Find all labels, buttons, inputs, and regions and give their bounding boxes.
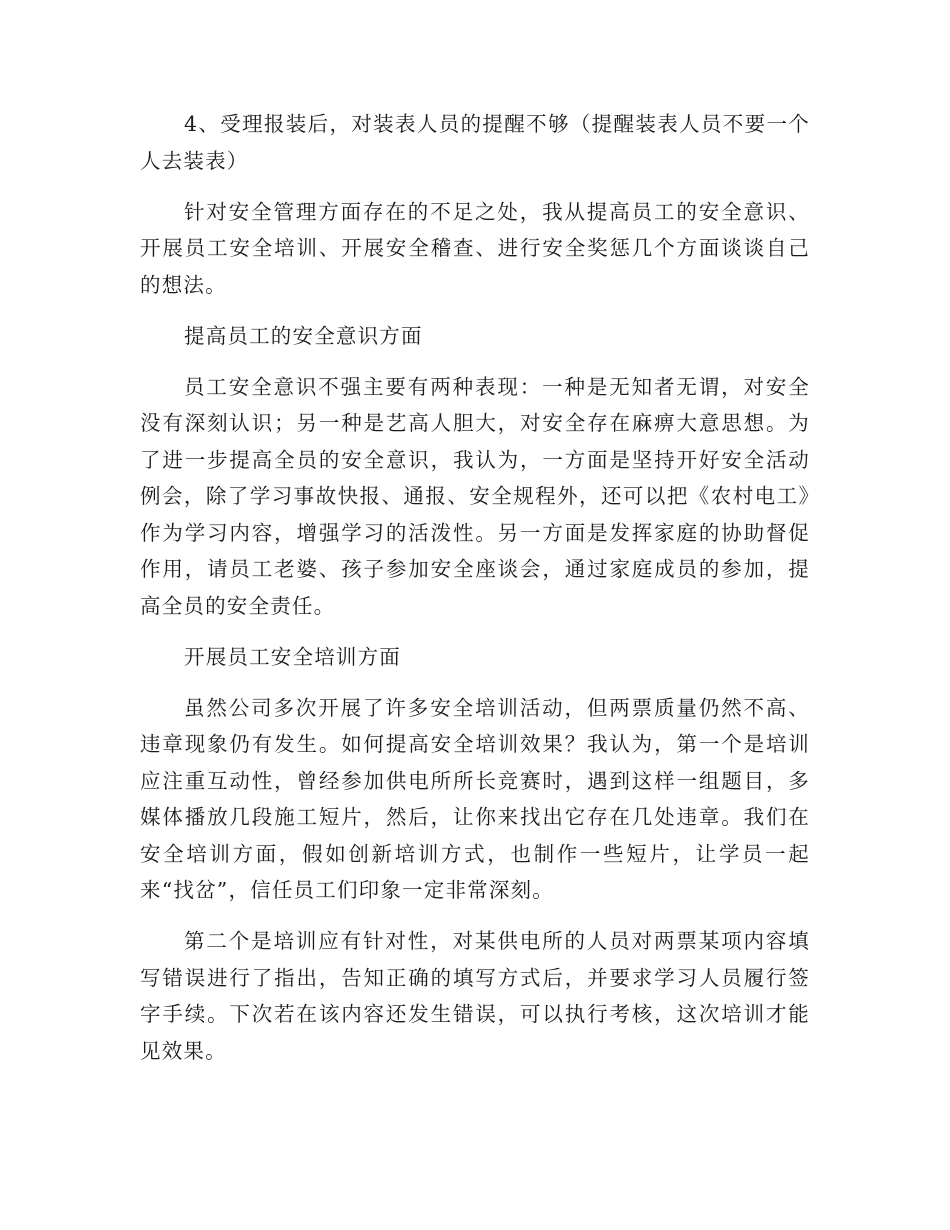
paragraph-training-targeted: 第二个是培训应有针对性，对某供电所的人员对两票某项内容填写错误进行了指出，告知正确的填写方式后，并要求学习人员履行签字手续。下次若在该内容还发生错误，可以执行考核，这次培训才能见效果。 [140,929,810,1063]
paragraph-training-interactive: 虽然公司多次开展了许多安全培训活动，但两票质量仍然不高、违章现象仍有发生。如何提高安全培训效果？我认为，第一个是培训应注重互动性，曾经参加供电所所长竞赛时，遇到这样一组题目，多媒体播放几段施工短片，然后，让你来找出它存在几处违章。我们在安全培训方面，假如创新培训方式，也制作一些短片，让学员一起来“找岔”，信任员工们印象一定非常深刻。 [140,695,810,902]
paragraph-safety-awareness: 员工安全意识不强主要有两种表现：一种是无知者无谓，对安全没有深刻认识；另一种是艺高人胆大，对安全存在麻痹大意思想。为了进一步提高全员的安全意识，我认为，一方面是坚持开好安全活动例会，除了学习事故快报、通报、安全规程外，还可以把《农村电工》作为学习内容，增强学习的活泼性。另一方面是发挥家庭的协助督促作用，请员工老婆、孩子参加安全座谈会，通过家庭成员的参加，提高全员的安全责任。 [140,374,810,618]
document-body [140,106,810,1084]
section-heading-safety-awareness: 提高员工的安全意识方面 [184,323,423,348]
section-heading-safety-training: 开展员工安全培训方面 [184,644,401,669]
paragraph-shortcomings-intro: 针对安全管理方面存在的不足之处，我从提高员工的安全意识、开展员工安全培训、开展安全稽查、进行安全奖惩几个方面谈谈自己的想法。 [140,199,810,297]
paragraph-item-4: 4、受理报装后，对装表人员的提醒不够（提醒装表人员不要一个人去装表） [140,112,810,173]
